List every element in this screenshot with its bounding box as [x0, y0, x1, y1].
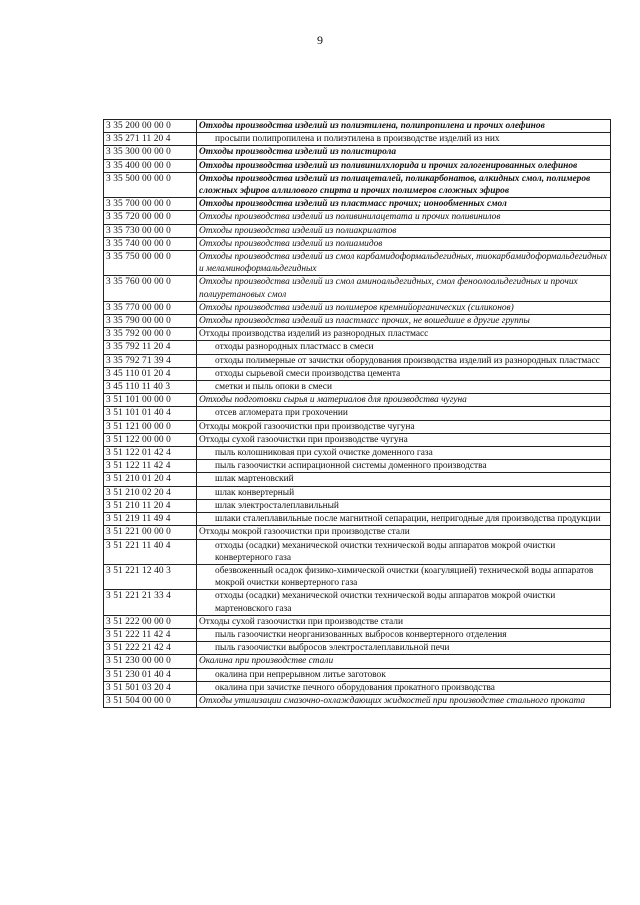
waste-code-cell: 3 51 122 00 00 0 — [104, 433, 197, 446]
waste-code-cell: 3 35 300 00 00 0 — [104, 146, 197, 159]
waste-name-cell: Отходы мокрой газоочистки при производстве стали — [197, 526, 611, 539]
waste-code-cell: 3 35 792 11 20 4 — [104, 341, 197, 354]
waste-code-cell: 3 51 221 00 00 0 — [104, 526, 197, 539]
waste-code-cell: 3 51 222 21 42 4 — [104, 642, 197, 655]
waste-name-cell: Отходы сухой газоочистки при производстве стали — [197, 615, 611, 628]
waste-name-cell: шлаки сталеплавильные после магнитной сепарации, непригодные для производства продукции — [197, 513, 611, 526]
waste-code-cell: 3 51 221 12 40 3 — [104, 564, 197, 589]
waste-code-cell: 3 35 740 00 00 0 — [104, 237, 197, 250]
table-row — [104, 681, 611, 694]
waste-name-cell: отходы (осадки) механической очистки технической воды аппаратов мокрой очистки конвертерного газа — [197, 539, 611, 564]
waste-code-cell: 3 51 121 00 00 0 — [104, 420, 197, 433]
table-row — [104, 539, 611, 564]
waste-code-cell: 3 35 500 00 00 0 — [104, 172, 197, 197]
waste-code-cell: 3 51 504 00 00 0 — [104, 694, 197, 707]
waste-name-cell: пыль газоочистки неорганизованных выбросов конвертерного отделения — [197, 628, 611, 641]
table-row — [104, 526, 611, 539]
waste-name-cell: шлак конвертерный — [197, 486, 611, 499]
waste-code-cell: 3 51 221 11 40 4 — [104, 539, 197, 564]
waste-code-cell: 3 51 122 11 42 4 — [104, 460, 197, 473]
waste-code-cell: 3 35 750 00 00 0 — [104, 251, 197, 276]
waste-name-cell: шлак мартеновский — [197, 473, 611, 486]
waste-name-cell: Отходы производства изделий из полиакрилатов — [197, 224, 611, 237]
waste-name-cell: окалина при зачистке печного оборудования прокатного производства — [197, 681, 611, 694]
waste-name-cell: Отходы производства изделий из разнородных пластмасс — [197, 328, 611, 341]
table-row — [104, 655, 611, 668]
waste-code-cell: 3 35 792 00 00 0 — [104, 328, 197, 341]
table-row — [104, 513, 611, 526]
waste-code-cell: 3 51 230 01 40 4 — [104, 668, 197, 681]
table-row — [104, 499, 611, 512]
table-row — [104, 367, 611, 380]
waste-name-cell: Окалина при производстве стали — [197, 655, 611, 668]
table-row — [104, 301, 611, 314]
table-row — [104, 628, 611, 641]
waste-code-cell: 3 51 219 11 49 4 — [104, 513, 197, 526]
table-row — [104, 473, 611, 486]
waste-name-cell: Отходы производства изделий из пластмасс прочих, не вошедшие в другие группы — [197, 315, 611, 328]
waste-code-cell: 3 51 230 00 00 0 — [104, 655, 197, 668]
waste-name-cell: Отходы мокрой газоочистки при производстве чугуна — [197, 420, 611, 433]
waste-code-cell: 3 35 730 00 00 0 — [104, 224, 197, 237]
waste-code-cell: 3 35 271 11 20 4 — [104, 133, 197, 146]
waste-code-cell: 3 51 210 11 20 4 — [104, 499, 197, 512]
table-body — [104, 120, 611, 708]
table-row — [104, 486, 611, 499]
table-row — [104, 615, 611, 628]
waste-classification-table — [103, 119, 611, 708]
waste-name-cell: шлак электросталеплавильный — [197, 499, 611, 512]
waste-code-cell: 3 45 110 01 20 4 — [104, 367, 197, 380]
table-row — [104, 447, 611, 460]
table-row — [104, 354, 611, 367]
waste-code-cell: 3 51 222 00 00 0 — [104, 615, 197, 628]
table-row — [104, 341, 611, 354]
waste-code-cell: 3 51 101 01 40 4 — [104, 407, 197, 420]
table-row — [104, 159, 611, 172]
table-row — [104, 146, 611, 159]
waste-code-cell: 3 35 700 00 00 0 — [104, 198, 197, 211]
waste-name-cell: Отходы утилизации смазочно-охлаждающих жидкостей при производстве стального проката — [197, 694, 611, 707]
waste-name-cell: отходы разнородных пластмасс в смеси — [197, 341, 611, 354]
table-row — [104, 315, 611, 328]
table-row — [104, 224, 611, 237]
waste-name-cell: просыпи полипропилена и полиэтилена в производстве изделий из них — [197, 133, 611, 146]
waste-code-cell: 3 51 501 03 20 4 — [104, 681, 197, 694]
table-row — [104, 198, 611, 211]
waste-code-cell: 3 51 210 02 20 4 — [104, 486, 197, 499]
waste-name-cell: пыль газоочистки выбросов электросталеплавильной печи — [197, 642, 611, 655]
waste-code-cell: 3 51 122 01 42 4 — [104, 447, 197, 460]
waste-name-cell: отсев агломерата при грохочении — [197, 407, 611, 420]
waste-name-cell: Отходы производства изделий из полиамидов — [197, 237, 611, 250]
table-row — [104, 407, 611, 420]
waste-name-cell: Отходы производства изделий из смол аминоальдегидных, смол феноолоальдегидных и прочих полиуретановых смол — [197, 276, 611, 301]
waste-code-cell: 3 51 221 21 33 4 — [104, 590, 197, 615]
page-number: 9 — [317, 33, 323, 47]
waste-code-cell: 3 35 200 00 00 0 — [104, 120, 197, 133]
table-row — [104, 172, 611, 197]
waste-name-cell: Отходы сухой газоочистки при производстве чугуна — [197, 433, 611, 446]
waste-name-cell: окалина при непрерывном литье заготовок — [197, 668, 611, 681]
waste-code-cell: 3 35 400 00 00 0 — [104, 159, 197, 172]
table-row — [104, 590, 611, 615]
waste-code-cell: 3 35 790 00 00 0 — [104, 315, 197, 328]
waste-code-cell: 3 35 760 00 00 0 — [104, 276, 197, 301]
waste-name-cell: Отходы производства изделий из пластмасс прочих; ионообменных смол — [197, 198, 611, 211]
table-row — [104, 328, 611, 341]
table-row — [104, 381, 611, 394]
waste-code-cell: 3 51 101 00 00 0 — [104, 394, 197, 407]
table-row — [104, 133, 611, 146]
table-row — [104, 564, 611, 589]
waste-name-cell: Отходы производства изделий из поливинилацетата и прочих поливинилов — [197, 211, 611, 224]
waste-name-cell: сметки и пыль опоки в смеси — [197, 381, 611, 394]
waste-name-cell: пыль газоочистки аспирационной системы доменного производства — [197, 460, 611, 473]
table-row — [104, 394, 611, 407]
waste-name-cell: Отходы подготовки сырья и материалов для производства чугуна — [197, 394, 611, 407]
waste-name-cell: пыль колошниковая при сухой очистке доменного газа — [197, 447, 611, 460]
waste-name-cell: отходы (осадки) механической очистки технической воды аппаратов мокрой очистки мартеновского газа — [197, 590, 611, 615]
waste-code-cell: 3 35 770 00 00 0 — [104, 301, 197, 314]
table-row — [104, 120, 611, 133]
waste-name-cell: Отходы производства изделий из полимеров кремнийорганических (силиконов) — [197, 301, 611, 314]
waste-code-cell: 3 45 110 11 40 3 — [104, 381, 197, 394]
waste-name-cell: Отходы производства изделий из полиацеталей, поликарбонатов, алкидных смол, полимеров сложных эфиров аллилового спирта и прочих полимеров сложных эфиров — [197, 172, 611, 197]
table-row — [104, 694, 611, 707]
table-row — [104, 237, 611, 250]
waste-code-cell: 3 51 222 11 42 4 — [104, 628, 197, 641]
waste-name-cell: Отходы производства изделий из смол карбамидоформальдегидных, тиокарбамидоформальдегидных и меламиноформальдегидных — [197, 251, 611, 276]
waste-name-cell: Отходы производства изделий из поливинилхлорида и прочих галогенированных олефинов — [197, 159, 611, 172]
waste-code-cell: 3 51 210 01 20 4 — [104, 473, 197, 486]
table-row — [104, 642, 611, 655]
table-row — [104, 433, 611, 446]
waste-name-cell: отходы полимерные от зачистки оборудования производства изделий из разнородных пластмасс — [197, 354, 611, 367]
waste-code-cell: 3 35 720 00 00 0 — [104, 211, 197, 224]
table-row — [104, 251, 611, 276]
waste-name-cell: обезвоженный осадок физико-химической очистки (коагуляцией) технической воды аппаратов мокрой очистки конвертерного газа — [197, 564, 611, 589]
waste-name-cell: отходы сырьевой смеси производства цемента — [197, 367, 611, 380]
waste-name-cell: Отходы производства изделий из полистирола — [197, 146, 611, 159]
table-row — [104, 211, 611, 224]
waste-name-cell: Отходы производства изделий из полиэтилена, полипропилена и прочих олефинов — [197, 120, 611, 133]
table-row — [104, 460, 611, 473]
waste-code-cell: 3 35 792 71 39 4 — [104, 354, 197, 367]
table-row — [104, 276, 611, 301]
table-row — [104, 420, 611, 433]
table-row — [104, 668, 611, 681]
